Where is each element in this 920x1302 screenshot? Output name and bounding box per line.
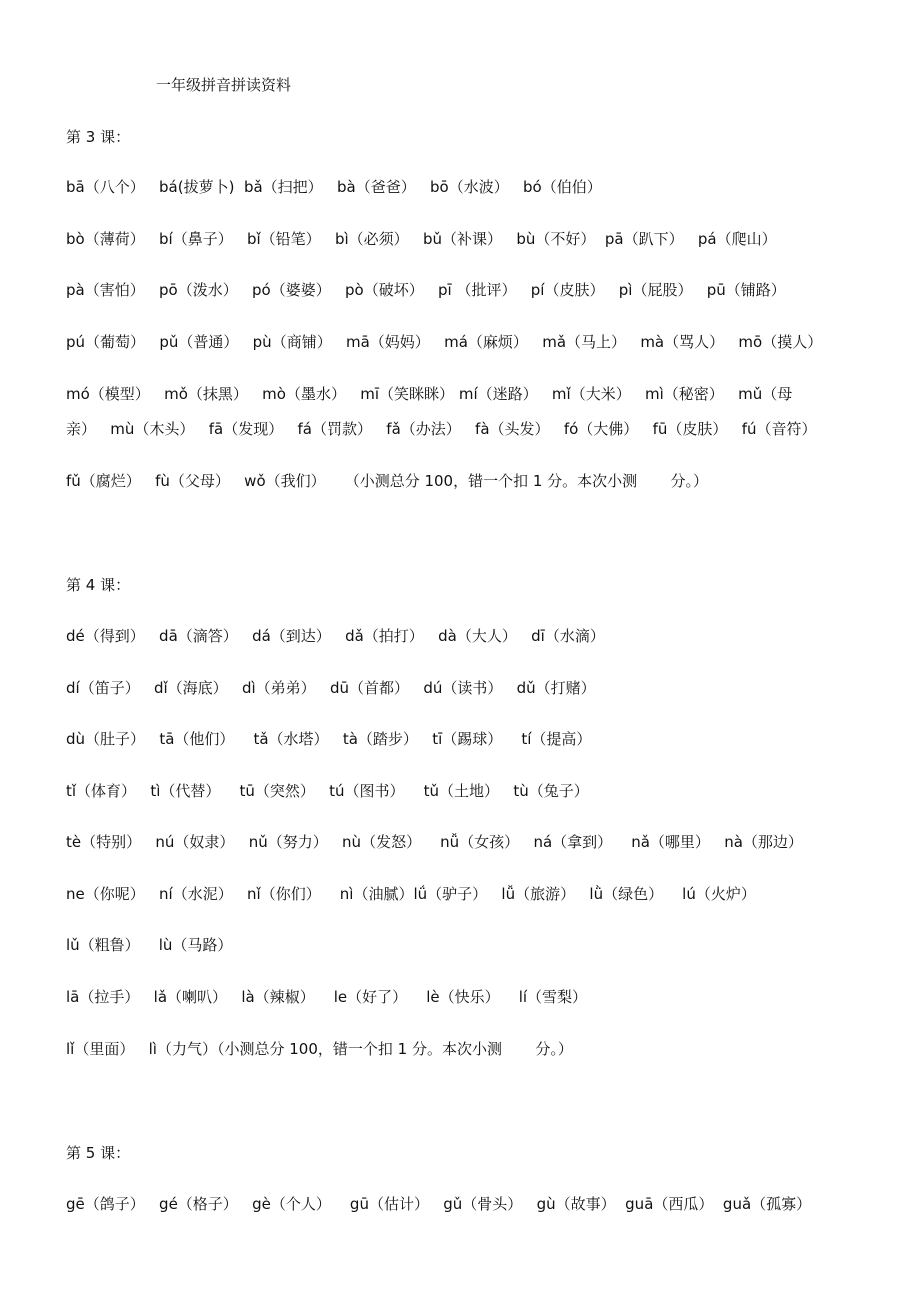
lesson-3-line-3: pà（害怕） pō（泼水） pó（婆婆） pò（破坏） pī （批评） pí（皮肤） pì（屁股） pū（铺路） (66, 281, 786, 299)
lesson-4-line-6: ne（你呢） ní（水泥） nǐ（你们） nì（油腻）lǘ（驴子） lǚ（旅游） lǜ（绿色） lú（火炉） (66, 885, 756, 903)
lesson-3-line-5: mó（模型） mǒ（抹黑） mò（墨水） mī（笑眯眯） mí（迷路） mǐ（大米） mì（秘密） mǔ（母 (66, 385, 793, 403)
lesson-5-heading: 第 5 课： (66, 1144, 131, 1162)
lesson-3-line-7: fǔ（腐烂） fù（父母） wǒ（我们） （小测总分 100，错一个扣 1 分。本次小测 分。） (66, 472, 709, 490)
lesson-4-line-7: lǔ（粗鲁） lù（马路） (66, 936, 233, 954)
lesson-4-line-9: lǐ（里面） lì（力气）（小测总分 100，错一个扣 1 分。本次小测 分。） (66, 1040, 573, 1058)
lesson-3-line-1: bā（八个） bá(拔萝卜) bǎ（扫把） bà（爸爸） bō（水波） bó（伯伯） (66, 178, 602, 196)
lesson-4-line-8: lā（拉手） lǎ（喇叭） là（辣椒） le（好了） lè（快乐） lí（雪梨） (66, 988, 588, 1006)
document-title: 一年级拼音拼读资料 (156, 76, 292, 94)
lesson-4-heading: 第 4 课： (66, 576, 131, 594)
lesson-4-line-3: dù（肚子） tā（他们） tǎ（水塔） tà（踏步） tī（踢球） tí（提高） (66, 730, 592, 748)
lesson-3-line-2: bò（薄荷） bí（鼻子） bǐ（铅笔） bì（必须） bǔ（补课） bù（不好） pā（趴下） pá（爬山） (66, 230, 777, 248)
lesson-4-line-5: tè（特别） nú（奴隶） nǔ（努力） nù（发怒） nǚ（女孩） ná（拿到） nǎ（哪里） nà（那边） (66, 833, 803, 851)
lesson-3-line-6: 亲） mù（木头） fā（发现） fá（罚款） fǎ（办法） fà（头发） fó（大佛） fū（皮肤） fú（音符） (66, 420, 817, 438)
lesson-3-heading: 第 3 课： (66, 128, 131, 146)
lesson-5-line-1: gē（鸽子） gé（格子） gè（个人） gū（估计） gǔ（骨头） gù（故事） guā（西瓜） guǎ（孤寡） (66, 1195, 812, 1213)
lesson-4-line-4: tǐ（体育） tì（代替） tū（突然） tú（图书） tǔ（土地） tù（兔子） (66, 782, 589, 800)
lesson-3-line-4: pú（葡萄） pǔ（普通） pù（商铺） mā（妈妈） má（麻烦） mǎ（马上） mà（骂人） mō（摸人） (66, 333, 823, 351)
lesson-4-line-1: dé（得到） dā（滴答） dá（到达） dǎ（拍打） dà（大人） dī（水滴） (66, 627, 605, 645)
lesson-4-line-2: dí（笛子） dǐ（海底） dì（弟弟） dū（首都） dú（读书） dǔ（打赌） (66, 679, 596, 697)
